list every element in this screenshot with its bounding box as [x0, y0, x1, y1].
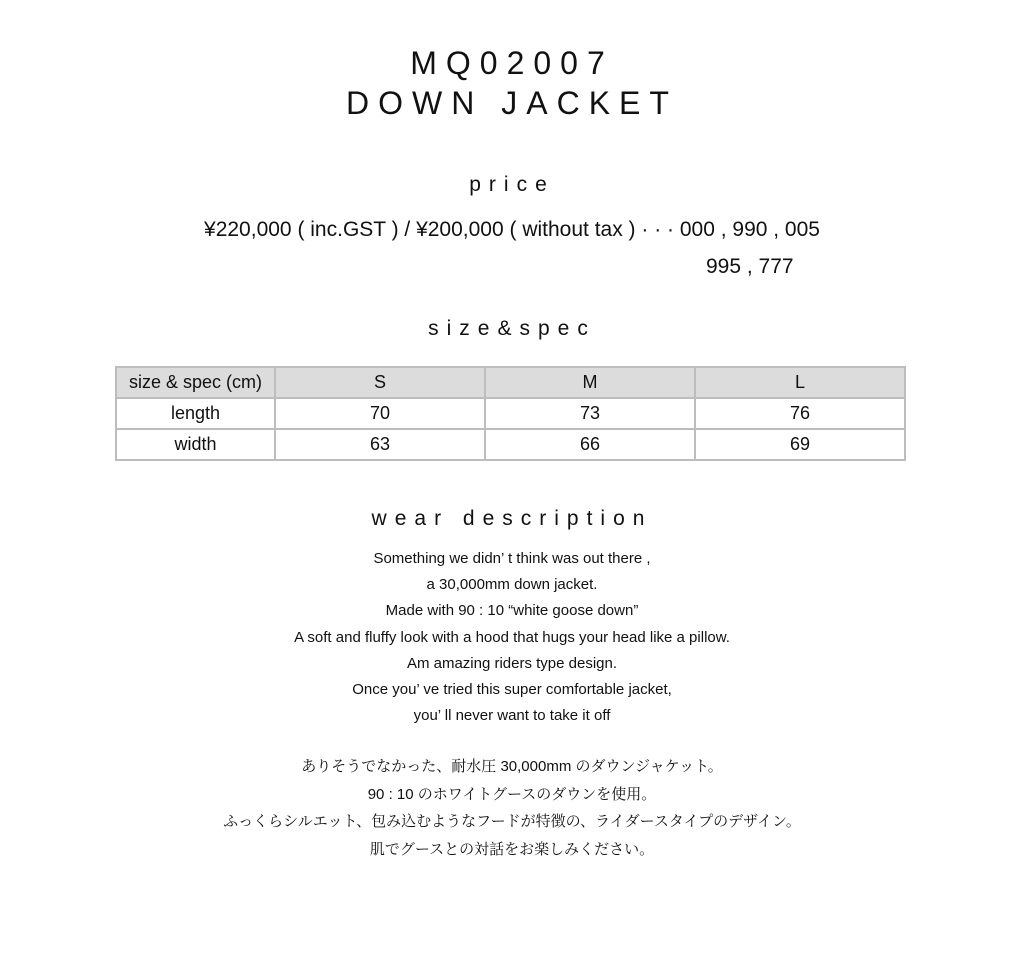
row-label-width: width: [116, 429, 275, 460]
table-row-length: [116, 398, 905, 429]
description-line-jp: ふっくらシルエット、包み込むようなフードが特徴の、ライダースタイプのデザイン。: [223, 813, 801, 830]
product-code: MQ02007: [410, 45, 614, 81]
description-line-jp: ありそうでなかった、耐水圧 30,000mm のダウンジャケット。: [301, 758, 723, 775]
description-english: [0, 546, 1024, 729]
size-spec-table: [115, 366, 906, 461]
description-japanese: [0, 753, 1024, 863]
size-spec-heading: size&spec: [428, 317, 596, 340]
description-line-jp: 90 : 10 のホワイトグースのダウンを使用。: [367, 785, 657, 803]
width-l: 69: [695, 429, 905, 460]
description-line: a 30,000mm down jacket.: [426, 576, 598, 594]
description-line: you’ ll never want to take it off: [413, 707, 611, 725]
header-size-l: L: [695, 367, 905, 398]
width-m: 66: [485, 429, 695, 460]
description-line: Once you’ ve tried this super comfortable jacket,: [352, 681, 672, 699]
header-size-spec: size & spec (cm): [116, 367, 275, 398]
length-m: 73: [485, 398, 695, 429]
description-line: Made with 90 : 10 “white goose down”: [385, 602, 639, 620]
price-line-continued: 995 , 777: [706, 255, 794, 278]
description-line-jp: 肌でグースとの対話をお楽しみください。: [369, 840, 655, 858]
length-l: 76: [695, 398, 905, 429]
product-name: DOWN JACKET: [346, 85, 678, 121]
header-size-s: S: [275, 367, 485, 398]
description-line: A soft and fluffy look with a hood that hugs your head like a pillow.: [294, 628, 730, 646]
price-line: ¥220,000 ( inc.GST ) / ¥200,000 ( without tax ) · · · 000 , 990 , 005: [204, 218, 820, 241]
description-line: Something we didn’ t think was out there ,: [373, 550, 651, 567]
header-size-m: M: [485, 367, 695, 398]
row-label-length: length: [116, 398, 275, 429]
table-header-row: [116, 367, 905, 398]
wear-description-heading: wear description: [371, 507, 653, 530]
width-s: 63: [275, 429, 485, 460]
table-row-width: [116, 429, 905, 460]
description-line: Am amazing riders type design.: [406, 654, 618, 672]
length-s: 70: [275, 398, 485, 429]
price-heading: price: [469, 173, 555, 196]
